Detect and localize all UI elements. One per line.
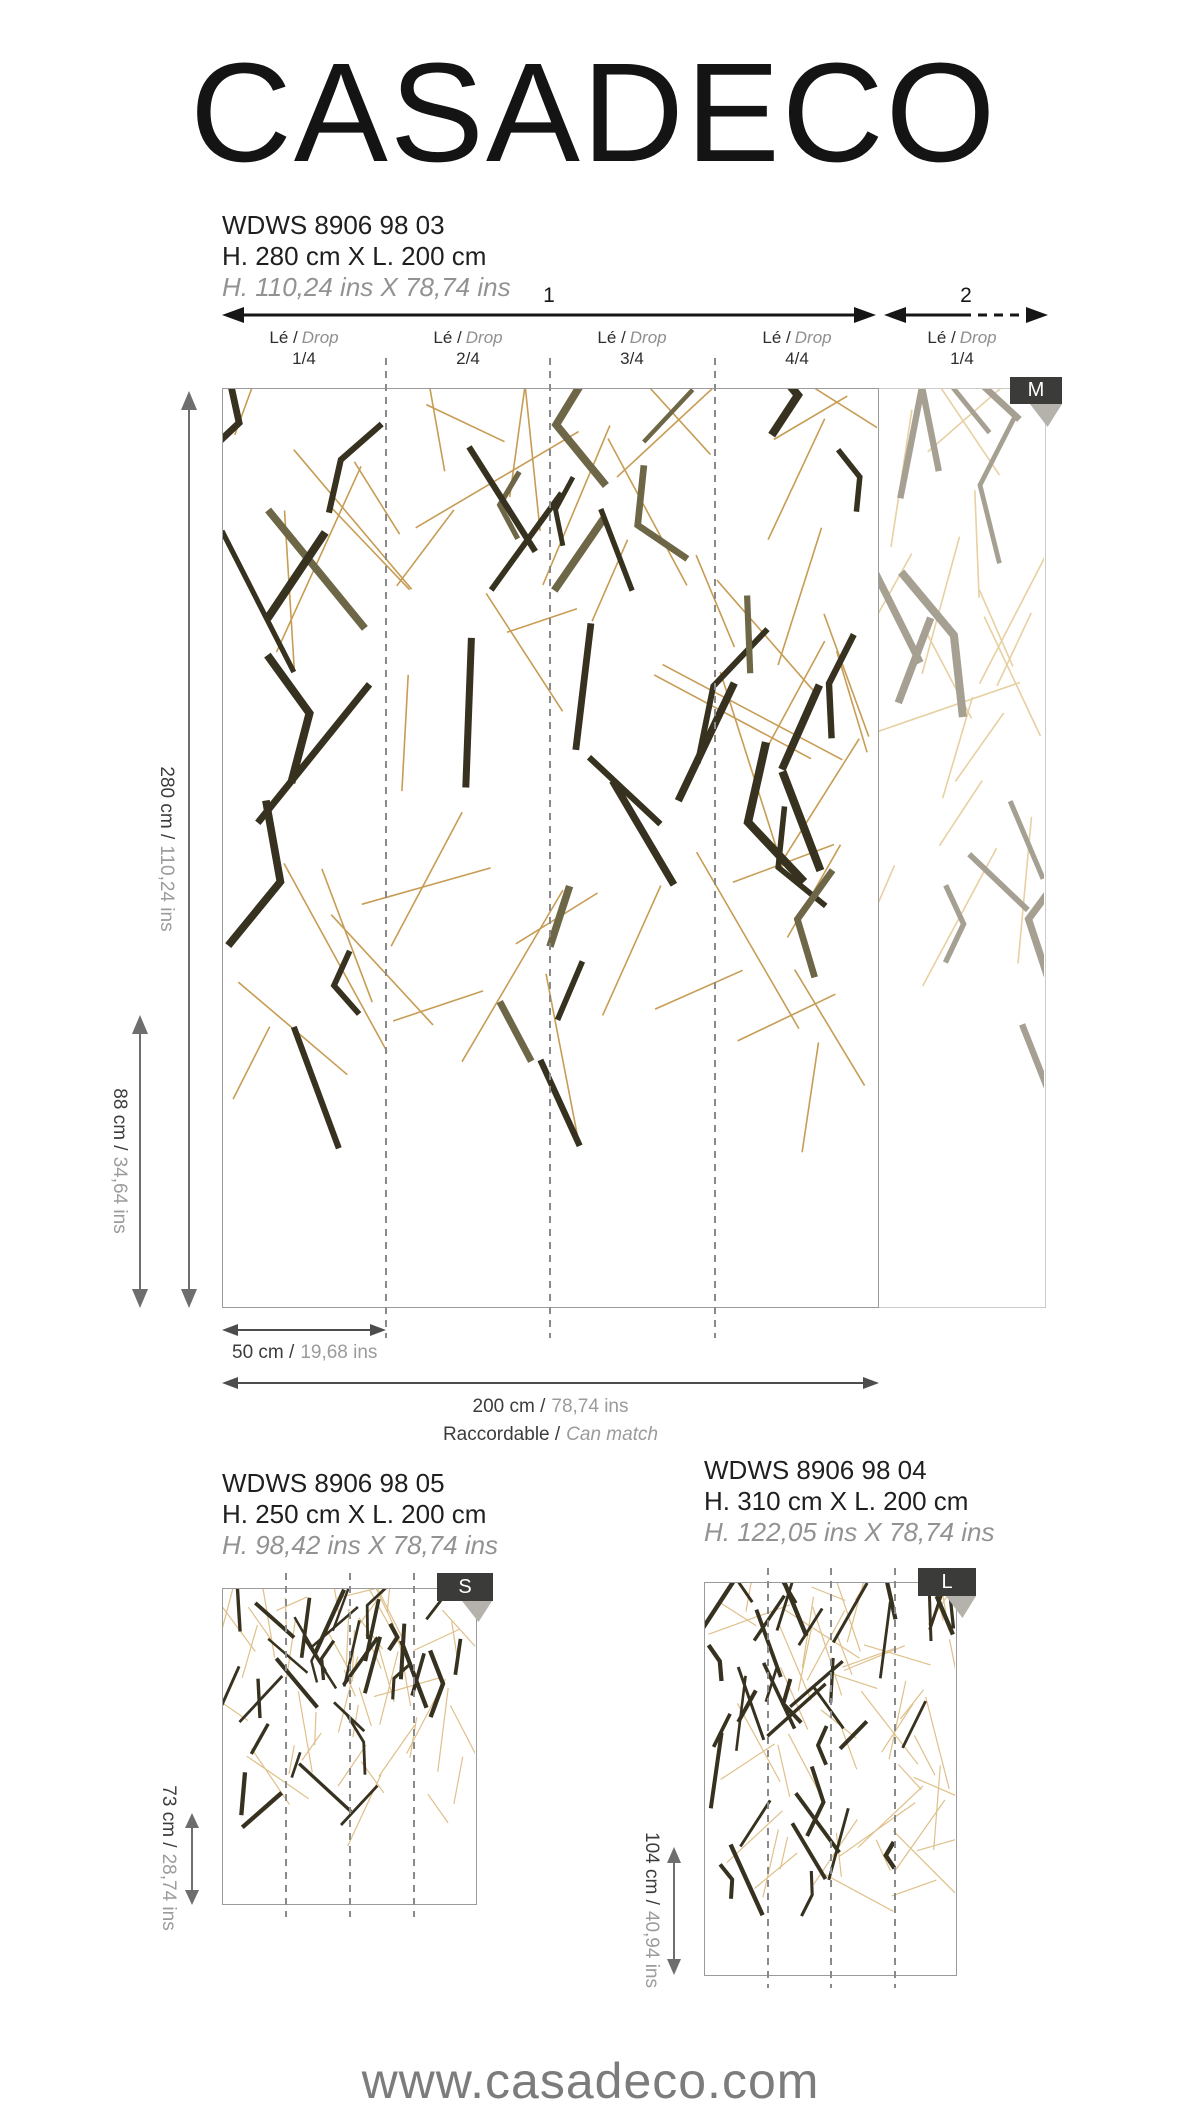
drop-divider — [767, 1568, 769, 1988]
size-badge-m: M — [1010, 377, 1062, 404]
drop-divider — [714, 358, 716, 1338]
drop-divider — [894, 1568, 896, 1988]
panel-1-number: 1 — [543, 284, 555, 307]
drop-divider — [413, 1573, 415, 1917]
panel-2-number: 2 — [960, 284, 972, 307]
drop-divider — [549, 358, 551, 1338]
drop-label-2: Lé / Drop 2/4 — [433, 328, 503, 368]
total-width-label: 200 cm / 78,74 ins — [472, 1396, 629, 1417]
drop-divider — [830, 1568, 832, 1988]
product-l-info — [704, 1455, 995, 1548]
height-88-arrow — [130, 1015, 150, 1308]
product-size-ins: H. 110,24 ins X 78,74 ins — [222, 272, 511, 302]
website-link[interactable]: www.casadeco.com — [361, 2053, 820, 2109]
size-badge-l: L — [918, 1568, 976, 1596]
product-code: WDWS 8906 98 04 — [704, 1455, 927, 1485]
product-size-cm: H. 310 cm X L. 200 cm — [704, 1486, 969, 1516]
product-code: WDWS 8906 98 03 — [222, 210, 445, 240]
drop-label-5: Lé / Drop 1/4 — [927, 328, 997, 368]
drop-width-arrow — [222, 1319, 386, 1341]
wallpaper-panel-next-preview — [879, 388, 1046, 1308]
drop-label-3: Lé / Drop 3/4 — [597, 328, 667, 368]
drop-divider — [385, 358, 387, 1338]
drop-label-4: Lé / Drop 4/4 — [762, 328, 832, 368]
product-size-cm: H. 250 cm X L. 200 cm — [222, 1499, 487, 1529]
drop-label-1: Lé / Drop 1/4 — [269, 328, 339, 368]
total-width-arrow — [222, 1372, 879, 1394]
height-73-arrow — [182, 1813, 202, 1905]
height-104-arrow — [664, 1847, 684, 1975]
panel-2-width-arrow — [884, 304, 1048, 326]
height-280-arrow — [179, 391, 199, 1308]
spec-sheet: CASADECO WDWS 8906 98 03 H. 280 cm X L. 200 cm H. 110,24 ins X 78,74 ins 1 2 Lé / Drop 1/4 Lé / Drop 2/4 Lé / Drop 3/4 Lé / Drop 4/4 Lé / Drop 1/4 M 280 cm /110,24 ins 88 cm /34,64 ins 50 cm / 19,68 ins 200 cm / 78,74 ins Raccordable / Can match WDWS 8906 98 05 H. 250 cm X L. 200 cm H. 98,42 ins X 78,74 ins S 73 cm /28,74 ins WDWS 8906 98 04 H. 310 cm X L. 200 cm H. 122,05 ins X 78,74 ins L 104 cm /40,94 ins www.casadeco.com — [0, 0, 1181, 2126]
product-main-info — [222, 210, 511, 303]
match-label: Raccordable / Can match — [442, 1424, 659, 1445]
product-code: WDWS 8906 98 05 — [222, 1468, 445, 1498]
dashed-arrow-segment — [962, 314, 1032, 317]
drop-divider — [349, 1573, 351, 1917]
drop-divider — [285, 1573, 287, 1917]
arrow-head-right — [1026, 307, 1048, 323]
product-size-ins: H. 122,05 ins X 78,74 ins — [704, 1517, 995, 1547]
pattern-next-preview — [879, 389, 1044, 1306]
product-size-cm: H. 280 cm X L. 200 cm — [222, 241, 487, 271]
brand-logo: CASADECO — [190, 33, 998, 191]
product-s-info — [222, 1468, 498, 1561]
arrow-head-right — [854, 307, 876, 323]
product-size-ins: H. 98,42 ins X 78,74 ins — [222, 1530, 499, 1560]
size-badge-s: S — [437, 1573, 493, 1601]
panel-1-width-arrow — [222, 304, 876, 326]
drop-width-label: 50 cm / 19,68 ins — [232, 1342, 378, 1363]
